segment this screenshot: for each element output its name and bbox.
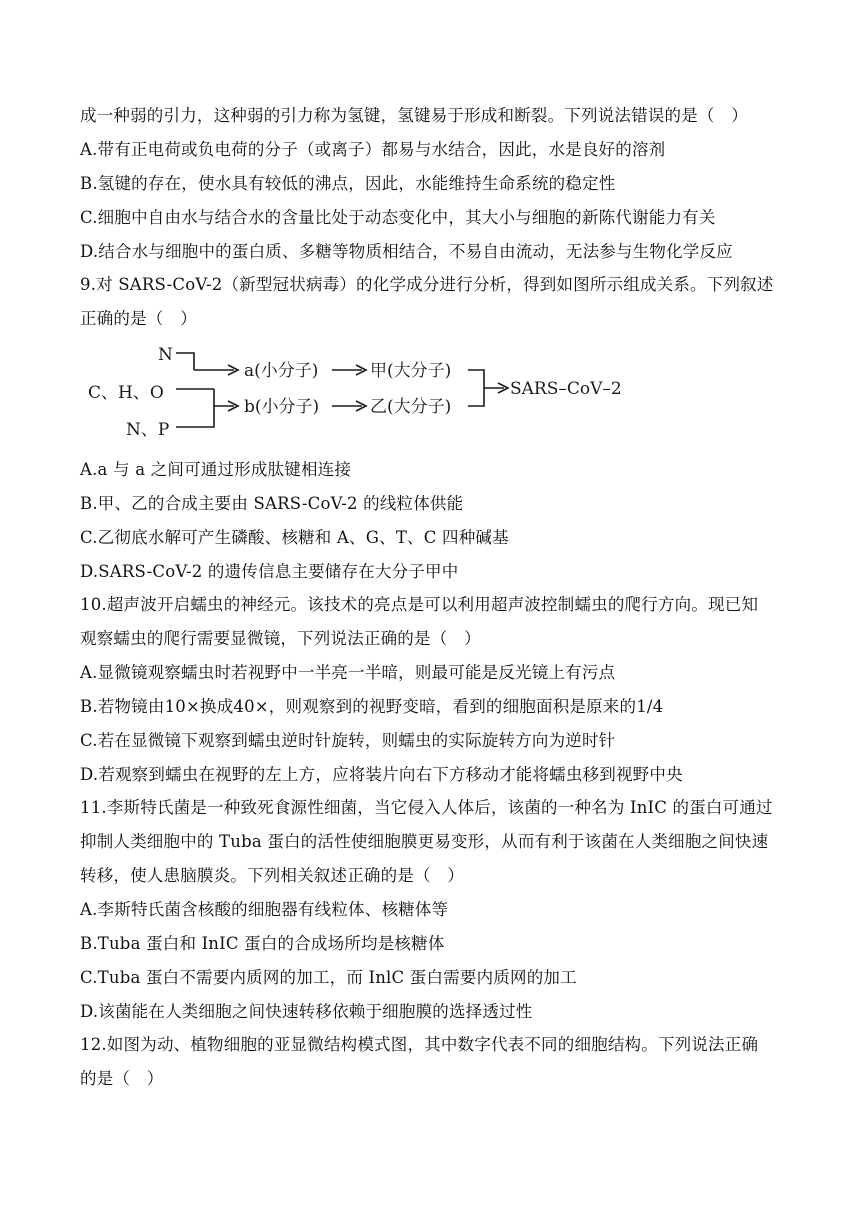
connector-p [176, 406, 214, 427]
label-yi-macromolecule: 乙(大分子) [370, 397, 452, 417]
option-a: A.李斯特氏菌含核酸的细胞器有线粒体、核糖体等 [80, 900, 449, 919]
question-12-stem-cont: 的是（ ） [80, 1069, 164, 1088]
option-d: D.该菌能在人类细胞之间快速转移依赖于细胞膜的选择透过性 [80, 1002, 533, 1021]
question-12-stem: 12.如图为动、植物细胞的亚显微结构模式图，其中数字代表不同的细胞结构。下列说法正确 [80, 1035, 759, 1054]
question-11-stem-cont: 转移，使人患脑膜炎。下列相关叙述正确的是（ ） [80, 866, 465, 885]
question-9-stem: 9.对 SARS-CoV-2（新型冠状病毒）的化学成分进行分析，得到如图所示组成关系。下列叙述 [80, 275, 774, 294]
option-d: D.若观察到蠕虫在视野的左上方，应将装片向右下方移动才能将蠕虫移到视野中央 [80, 765, 683, 784]
option-c: C.若在显微镜下观察到蠕虫逆时针旋转，则蠕虫的实际旋转方向为逆时针 [80, 731, 616, 750]
label-jia-macromolecule: 甲(大分子) [370, 361, 452, 381]
label-a-small-molecule: a(小分子) [244, 361, 319, 381]
bracket-merge [468, 370, 484, 406]
option-b: B.若物镜由10×换成40×，则观察到的视野变暗，看到的细胞面积是原来的1/4 [80, 697, 664, 716]
question-9-stem-cont: 正确的是（ ） [80, 309, 197, 328]
composition-diagram [86, 340, 646, 445]
question-10-stem-cont: 观察蠕虫的爬行需要显微镜，下列说法正确的是（ ） [80, 629, 481, 648]
question-11-stem-cont: 抑制人类细胞中的 Tuba 蛋白的活性使细胞膜更易变形，从而有利于该菌在人类细胞之间快速 [80, 832, 769, 851]
question-11-stem: 11.李斯特氏菌是一种致死食源性细菌，当它侵入人体后，该菌的一种名为 InIC 的蛋白可通过 [80, 798, 773, 817]
option-b: B.甲、乙的合成主要由 SARS-CoV-2 的线粒体供能 [80, 494, 464, 513]
option-c: C.细胞中自由水与结合水的含量比处于动态变化中，其大小与细胞的新陈代谢能力有关 [80, 208, 716, 227]
label-sars-cov-2: SARS–CoV–2 [510, 379, 622, 399]
text-line: 成一种弱的引力，这种弱的引力称为氢键，氢键易于形成和断裂。下列说法错误的是（ ） [80, 106, 748, 125]
option-a: A.带有正电荷或负电荷的分子（或离子）都易与水结合，因此，水是良好的溶剂 [80, 140, 666, 159]
arrow-to-b [214, 389, 234, 406]
element-n: N [158, 345, 173, 365]
option-b: B.Tuba 蛋白和 InIC 蛋白的合成场所均是核糖体 [80, 934, 445, 953]
option-b: B.氢键的存在，使水具有较低的沸点，因此，水能维持生命系统的稳定性 [80, 174, 616, 193]
element-np: N、P [126, 420, 170, 440]
option-d: D.SARS-CoV-2 的遗传信息主要储存在大分子甲中 [80, 562, 459, 581]
question-10-stem: 10.超声波开启蠕虫的神经元。该技术的亮点是可以利用超声波控制蠕虫的爬行方向。现已知 [80, 595, 759, 614]
option-d: D.结合水与细胞中的蛋白质、多糖等物质相结合，不易自由流动，无法参与生物化学反应 [80, 242, 733, 261]
option-c: C.Tuba 蛋白不需要内质网的加工，而 InlC 蛋白需要内质网的加工 [80, 968, 577, 987]
option-c: C.乙彻底水解可产生磷酸、核糖和 A、G、T、C 四种碱基 [80, 528, 509, 547]
option-a: A.a 与 a 之间可通过形成肽键相连接 [80, 460, 352, 479]
connector-n [176, 353, 194, 370]
option-a: A.显微镜观察蠕虫时若视野中一半亮一半暗，则最可能是反光镜上有污点 [80, 663, 616, 682]
element-cho: C、H、O [88, 383, 164, 403]
label-b-small-molecule: b(小分子) [244, 397, 320, 417]
